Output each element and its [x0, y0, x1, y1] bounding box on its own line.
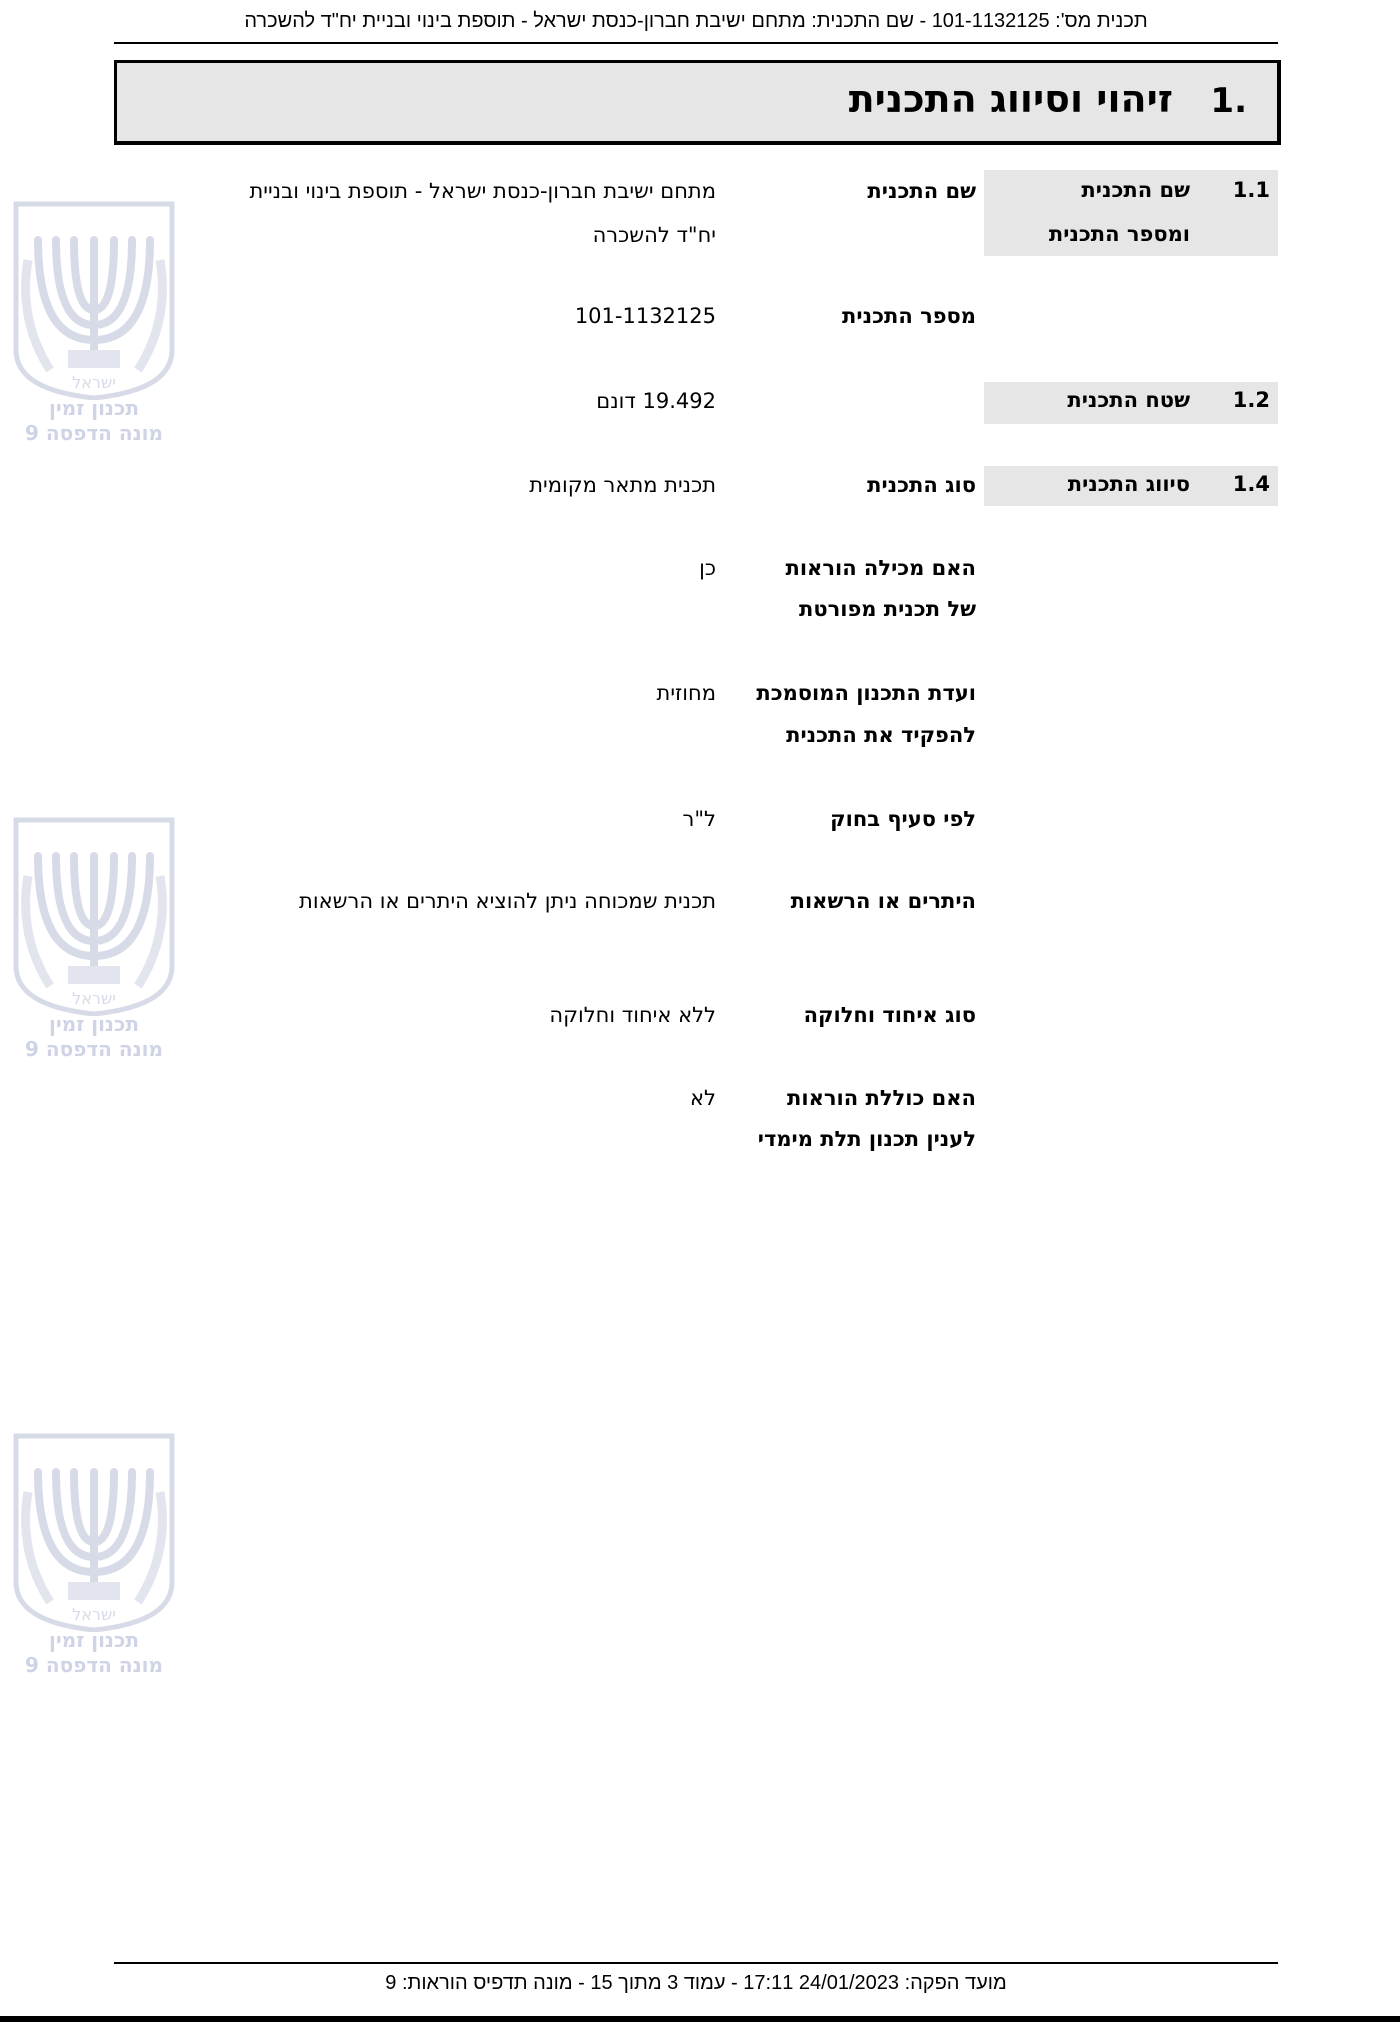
- field-label-detailed-provisions-cont: של תכנית מפורטת: [798, 597, 976, 621]
- field-label-reparcelling: סוג איחוד וחלוקה: [803, 1003, 976, 1027]
- watermark-stamp: [10, 200, 178, 450]
- page-header: תכנית מס': 101-1132125 - שם התכנית: מתחם ישיבת חברון-כנסת ישראל - תוספת בינוי ובניית יח"ד להשכרה: [244, 10, 1148, 32]
- section-title-box: [114, 60, 1281, 145]
- subsection-label: ומספר התכנית: [1048, 222, 1190, 246]
- subsection-label: שם התכנית: [1081, 178, 1190, 202]
- field-label-plan-name: שם התכנית: [867, 179, 976, 203]
- watermark-stamp: [10, 816, 178, 1066]
- field-label-law-section: לפי סעיף בחוק: [830, 807, 976, 831]
- field-value-plan-number: 101-1132125: [574, 304, 716, 328]
- emblem-word: ישראל: [72, 373, 116, 392]
- subsection-number: 1.4: [1232, 472, 1270, 496]
- page-bottom-edge: [0, 2016, 1400, 2022]
- field-value-reparcelling: ללא איחוד וחלוקה: [549, 1003, 716, 1027]
- menorah-emblem-icon: [10, 1432, 178, 1632]
- watermark-line-1: תכנון זמין: [49, 396, 139, 420]
- field-label-permits: היתרים או הרשאות: [790, 889, 976, 913]
- field-value-plan-name: מתחם ישיבת חברון-כנסת ישראל - תוספת בינוי ובניית: [249, 179, 716, 203]
- subsection-label: שטח התכנית: [1067, 388, 1190, 412]
- field-value-law-section: ל"ר: [682, 807, 716, 831]
- field-value-permits: תכנית שמכוחה ניתן להוציא היתרים או הרשאות: [299, 889, 716, 913]
- field-label-detailed-provisions: האם מכילה הוראות: [785, 556, 976, 580]
- field-value-detailed-provisions: כן: [699, 556, 716, 580]
- page-footer: מועד הפקה: 24/01/2023 17:11 - עמוד 3 מתוך 15 - מונה תדפיס הוראות: 9: [385, 1972, 1007, 1994]
- subsection-number: 1.1: [1232, 178, 1270, 202]
- subsection-label: סיווג התכנית: [1067, 472, 1190, 496]
- field-label-3d-planning: האם כוללת הוראות: [787, 1086, 976, 1110]
- footer-divider: [114, 1962, 1278, 1964]
- watermark-line-1: תכנון זמין: [49, 1628, 139, 1652]
- watermark-line-2: מונה הדפסה 9: [25, 1037, 163, 1061]
- subsection-number: 1.2: [1232, 388, 1270, 412]
- section-number: .1: [1210, 81, 1247, 121]
- field-value-plan-area: 19.492 דונם: [596, 389, 716, 413]
- field-value-committee: מחוזית: [656, 681, 716, 705]
- field-value-plan-name-cont: יח"ד להשכרה: [592, 223, 716, 247]
- emblem-word: ישראל: [72, 989, 116, 1008]
- section-title: זיהוי וסיווג התכנית: [848, 77, 1173, 121]
- watermark-stamp: [10, 1432, 178, 1682]
- watermark-line-2: מונה הדפסה 9: [25, 1653, 163, 1677]
- field-label-committee-cont: להפקיד את התכנית: [786, 723, 976, 747]
- field-label-plan-number: מספר התכנית: [842, 304, 976, 328]
- field-value-3d-planning: לא: [690, 1086, 716, 1110]
- header-divider: [114, 42, 1278, 44]
- emblem-word: ישראל: [72, 1605, 116, 1624]
- watermark-line-1: תכנון זמין: [49, 1012, 139, 1036]
- field-label-committee: ועדת התכנון המוסמכת: [756, 681, 976, 705]
- field-label-3d-planning-cont: לענין תכנון תלת מימדי: [757, 1127, 976, 1151]
- menorah-emblem-icon: [10, 816, 178, 1016]
- field-label-plan-type: סוג התכנית: [867, 473, 976, 497]
- watermark-line-2: מונה הדפסה 9: [25, 421, 163, 445]
- menorah-emblem-icon: [10, 200, 178, 400]
- field-value-plan-type: תכנית מתאר מקומית: [529, 473, 716, 497]
